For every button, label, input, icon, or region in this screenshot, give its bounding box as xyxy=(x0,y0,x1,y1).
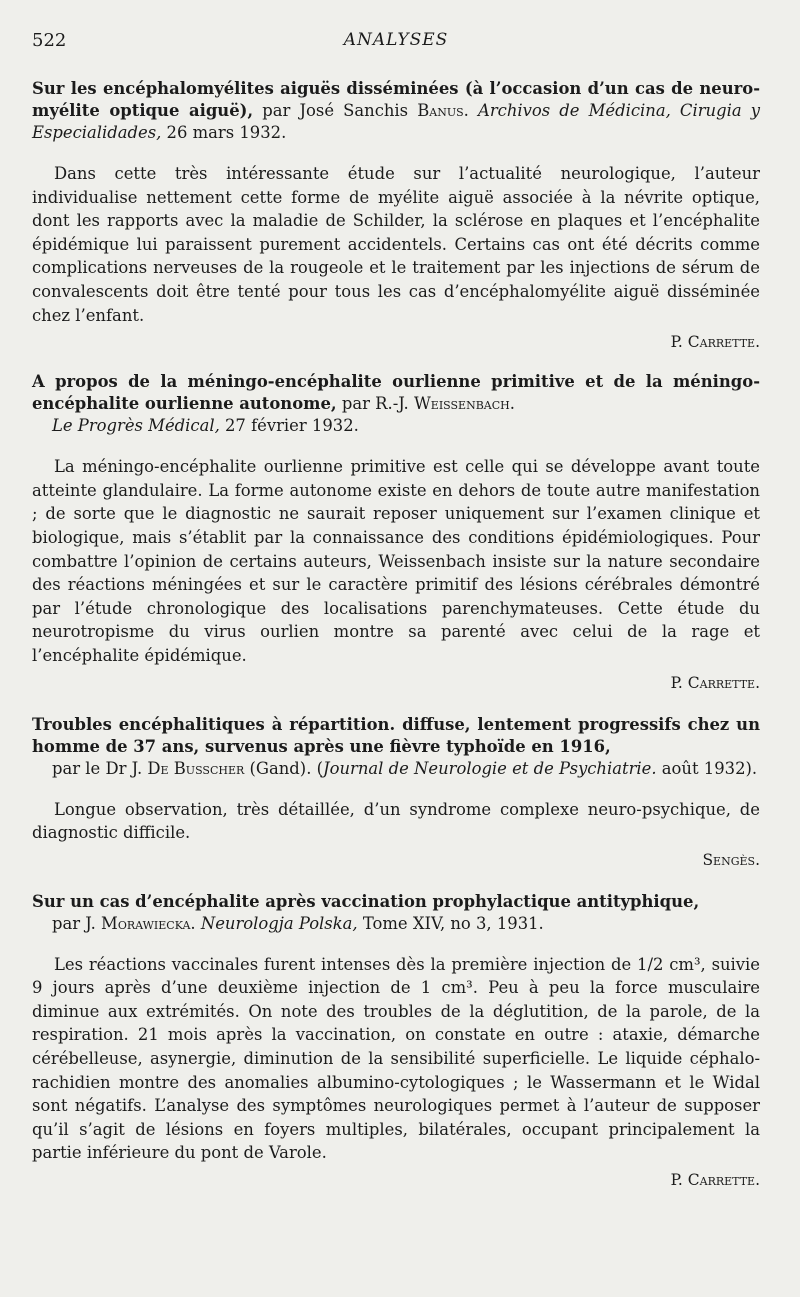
article-body: Longue observation, très détaillée, d’un syndrome complexe neuro-psychique, de diagnostic difficile. xyxy=(32,799,760,843)
article-body: La méningo-encéphalite ourlienne primitive est celle qui se développe avant toute atteinte glandulaire. La forme autonome existe en dehors de toute autre manifestation ; de sorte que le diagnostic ne saurait reposer uniquement sur l’examen clinique et biologique, mais s’établit par la connaissance des conditions épidémiologiques. Pour combattre l’opinion de certains auteurs, Weissenbach insiste sur la nature secondaire des réactions méningées et sur le caractère primitif des lésions cérébrales démontré par l’étude chronologique des localisations parenchymateuses. Cette étude du neurotropisme du virus ourlien montre sa parenté avec celui de la rage et l’encéphalite épidémique. xyxy=(32,457,760,665)
article-3 xyxy=(32,714,760,869)
source-journal: Le Progrès Médical, xyxy=(52,416,220,436)
article-title: Sur un cas d’encéphalite après vaccination prophylactique antityphique, xyxy=(32,891,700,911)
article-2 xyxy=(32,371,760,691)
author-name: Weissenbach. xyxy=(413,394,515,414)
page-number: 522 xyxy=(32,30,67,51)
byline-prefix: par José Sanchis xyxy=(253,101,418,120)
signature: P. Carrette. xyxy=(670,1171,760,1190)
author-place: (Gand). ( xyxy=(244,758,324,778)
signature: P. Carrette. xyxy=(670,333,760,352)
byline-prefix: par le Dr J. xyxy=(52,758,148,778)
source-date: 26 mars 1932. xyxy=(161,123,287,142)
author-name: Banus xyxy=(417,101,464,120)
article-title xyxy=(32,371,760,415)
source-date: Tome XIV, no 3, 1931. xyxy=(357,913,544,933)
source-journal: Neurologja Polska, xyxy=(200,913,358,933)
articles xyxy=(32,78,760,1189)
section-heading: ANALYSES xyxy=(343,30,449,50)
article-title: Sur les encéphalomyélites aiguës disséminées (à l’occasion d’un cas de neuro-myélite optique aiguë), par José Sanchis Banus. Archivos de Médicina, Cirugia y Especialidades, 26 mars 1932. xyxy=(32,79,760,142)
source-date: 27 février 1932. xyxy=(219,416,359,436)
byline-prefix: par J. xyxy=(52,913,102,933)
article-byline xyxy=(32,913,760,935)
running-head xyxy=(32,30,760,54)
signature: P. Carrette. xyxy=(670,673,760,692)
article-1 xyxy=(32,78,760,351)
article-byline xyxy=(32,758,760,780)
source-journal: Journal de Neurologie et de Psychiatrie. xyxy=(323,758,657,778)
article-source xyxy=(32,415,760,437)
signature: Sengès. xyxy=(702,850,760,869)
author-name: Morawiecka. xyxy=(101,913,196,933)
article-body: Les réactions vaccinales furent intenses dès la première injection de 1/2 cm³, suivie 9 jours après d’une deuxième injection de 1 cm³. Peu à peu la force musculaire diminue aux extrémités. On note des troubles de la déglutition, de la parole, de la respiration. 21 mois après la vaccination, on constate en outre : ataxie, démarche cérébelleuse, asynergie, diminution de la sensibilité superficielle. Le liquide céphalo-rachidien montre des anomalies albumino-cytologiques ; le Wassermann et le Widal sont négatifs. L’analyse des symptômes neurologiques permet à l’auteur de supposer qu’il s’agit de lésions en foyers multiples, bilatérales, occupant principalement la partie inférieure du pont de Varole. xyxy=(32,954,760,1163)
author-name: De Busscher xyxy=(147,758,245,778)
article-4 xyxy=(32,891,760,1189)
title-text: A propos de la méningo-encéphalite ourlienne primitive et de la méningo-encéphalite ourlienne autonome, xyxy=(32,372,760,414)
article-title: Troubles encéphalitiques à répartition. diffuse, lentement progressifs chez un homme de 37 ans, survenus après une fièvre typhoïde en 1916, xyxy=(32,714,760,756)
source-journal: Archivos de Médicina, Cirugia y Especialidades, xyxy=(32,101,760,142)
title-text: Sur les encéphalomyélites aiguës disséminées (à l’occasion d’un cas de neuro-myélite optique aiguë), xyxy=(32,79,760,120)
article-body: Dans cette très intéressante étude sur l’actualité neurologique, l’auteur individualise nettement cette forme de myélite aiguë associée à la névrite optique, dont les rapports avec la maladie de Schilder, la sclérose en plaques et l’encéphalite épidémique lui paraissent purement accidentels. Certains cas ont été décrits comme complications nerveuses de la rougeole et le traitement par les injections de sérum de convalescents doit être tenté pour tous les cas d’encéphalomyélite aiguë disséminée chez l’enfant. xyxy=(32,164,760,325)
source-date: août 1932). xyxy=(656,758,758,778)
byline-prefix: par R.-J. xyxy=(336,394,414,414)
